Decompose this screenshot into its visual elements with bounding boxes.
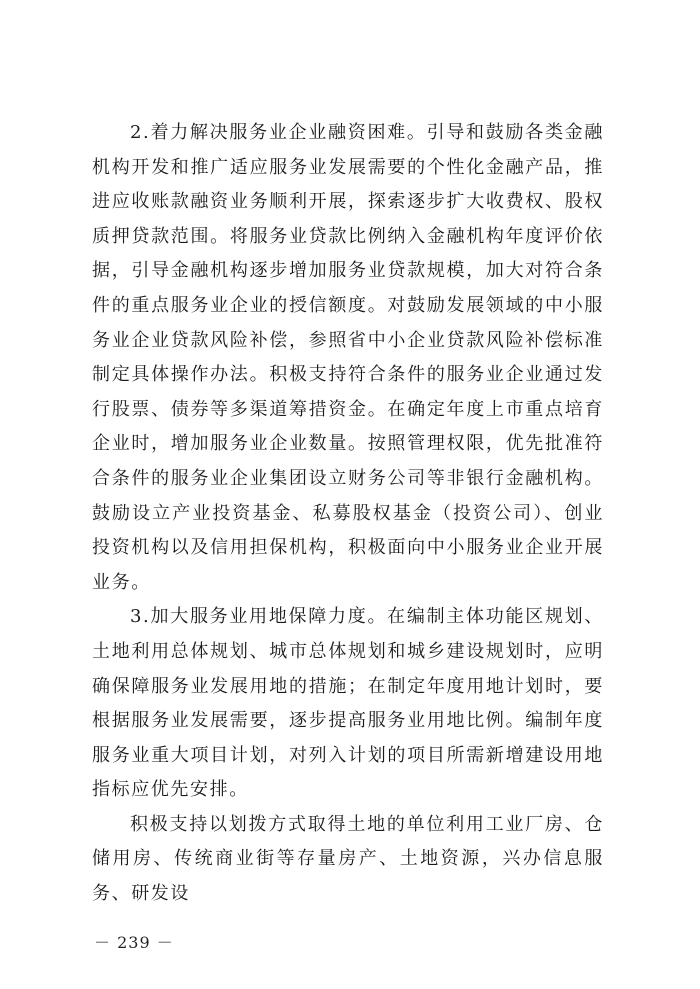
paragraph-financing: 2.着力解决服务业企业融资困难。引导和鼓励各类金融机构开发和推广适应服务业发展需要的个性化金融产品，推进应收账款融资业务顺利开展，探索逐步扩大收费权、股权质押贷款范围。将服务业贷款比例纳入金融机构年度评价依据，引导金融机构逐步增加服务业贷款规模，加大对符合条件的重点服务业企业的授信额度。对鼓励发展领域的中小服务业企业贷款风险补偿，参照省中小企业贷款风险补偿标准制定具体操作办法。积极支持符合条件的服务业企业通过发行股票、债券等多渠道筹措资金。在确定年度上市重点培育企业时，增加服务业企业数量。按照管理权限，优先批准符合条件的服务业企业集团设立财务公司等非银行金融机构。鼓励设立产业投资基金、私募股权基金（投资公司）、创业投资机构以及信用担保机构，积极面向中小服务业企业开展业务。 (92, 122, 604, 593)
page-number: － 239 － (94, 933, 174, 952)
paragraph-land-use: 3.加大服务业用地保障力度。在编制主体功能区规划、土地利用总体规划、城市总体规划和城乡建设规划时，应明确保障服务业发展用地的措施；在制定年度用地计划时，要根据服务业发展需要，逐步提高服务业用地比例。编制年度服务业重大项目计划，对列入计划的项目所需新增建设用地指标应优先安排。 (92, 606, 604, 801)
document-body (92, 116, 604, 912)
paragraph-allocated-land: 积极支持以划拨方式取得土地的单位利用工业厂房、仓储用房、传统商业街等存量房产、土地资源，兴办信息服务、研发设 (92, 813, 604, 905)
